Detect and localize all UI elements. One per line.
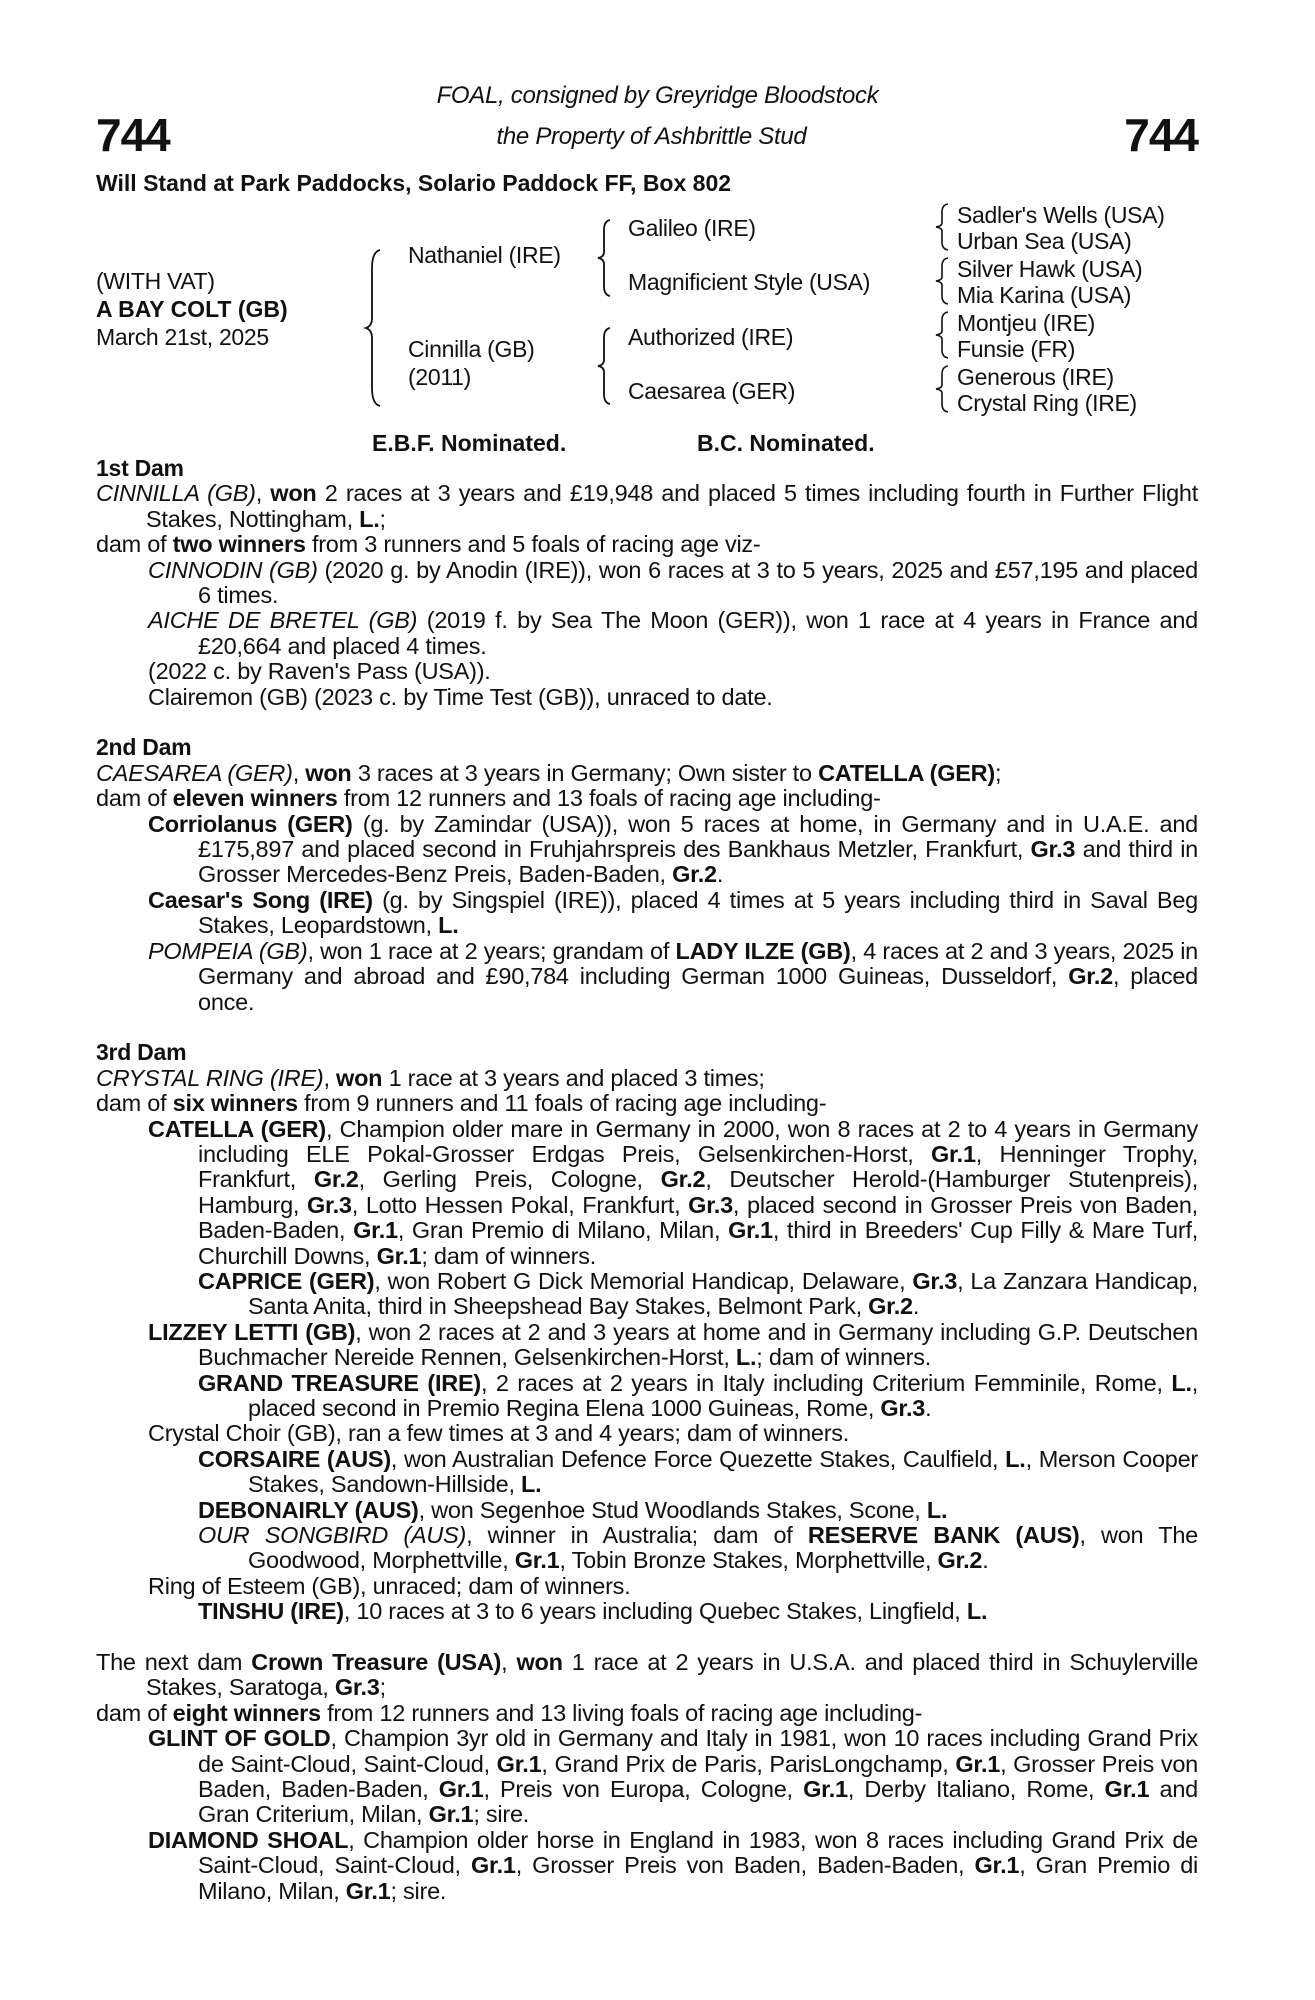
- bold-text: Gr.1: [974, 1852, 1020, 1879]
- bold-text: TINSHU (IRE): [198, 1598, 344, 1625]
- text: The next dam: [96, 1649, 252, 1676]
- section-heading: 3rd Dam: [96, 1039, 187, 1066]
- text: ;: [379, 505, 386, 532]
- bold-text: Gr.3: [334, 1674, 380, 1701]
- bold-text: CATELLA (GER): [818, 759, 995, 786]
- produce-record: [96, 1828, 1198, 1904]
- text: dam of: [96, 531, 173, 558]
- brace-g3-1: [936, 202, 950, 252]
- text: , third in Breeders' Cup Filly & Mare Turf, Churchill Downs,: [198, 1217, 1198, 1269]
- text: 3 races at 3 years in Germany; Own sister to: [351, 759, 819, 786]
- produce-record: [96, 812, 1198, 888]
- text: Crystal Choir (GB), ran a few times at 3 and 4 years; dam of winners.: [148, 1420, 850, 1447]
- produce-record: [96, 558, 1198, 609]
- bold-text: won: [336, 1064, 383, 1091]
- bold-text: L.: [359, 505, 380, 532]
- bold-text: L.: [1005, 1445, 1026, 1472]
- produce-record: [96, 1091, 1198, 1116]
- italic-text: CINNILLA (GB): [96, 480, 256, 507]
- brace-gen1: [366, 248, 382, 408]
- brace-sire: [598, 218, 612, 298]
- bold-text: Gr.1: [470, 1852, 516, 1879]
- italic-text: POMPEIA (GB): [148, 937, 308, 964]
- text: , won 2 races at 2 and 3 years at home and in Germany including G.P. Deutschen Buchmacher Nereide Rennen, Gelsenkirchen-Horst,: [198, 1318, 1198, 1371]
- ancestor-g3: Sadler's Wells (USA): [957, 202, 1165, 228]
- text: and third in Grosser Mercedes-Benz Preis, Baden-Baden,: [198, 836, 1198, 888]
- produce-record: [96, 1574, 1198, 1599]
- bold-text: Gr.1: [496, 1750, 542, 1777]
- bold-text: Gr.3: [912, 1267, 958, 1294]
- bold-text: Gr.2: [660, 1166, 706, 1193]
- section-heading: 1st Dam: [96, 455, 184, 481]
- granddam-paternal: Magnificient Style (USA): [628, 269, 871, 295]
- produce-record: [96, 939, 1198, 1015]
- bold-text: won: [305, 759, 352, 786]
- bold-text: Crown Treasure (USA): [251, 1649, 502, 1676]
- produce-record: [96, 685, 1198, 710]
- bc-nomination: B.C. Nominated.: [697, 430, 875, 456]
- property-line: the Property of Ashbrittle Stud: [496, 123, 807, 150]
- bold-text: DEBONAIRLY (AUS): [198, 1496, 419, 1523]
- text: ; dam of winners.: [756, 1344, 931, 1371]
- produce-record: [96, 1117, 1198, 1269]
- produce-record: [96, 1371, 1198, 1422]
- text: , Merson Cooper Stakes, Sandown-Hillside,: [248, 1445, 1198, 1498]
- text: , won Australian Defence Force Quezette Stakes, Caulfield,: [390, 1445, 1006, 1472]
- text: 1 race at 3 years and placed 3 times;: [382, 1064, 765, 1091]
- produce-record: [96, 761, 1198, 786]
- text: Clairemon (GB) (2023 c. by Time Test (GB)), unraced to date.: [148, 683, 773, 710]
- dam-section: [96, 735, 1198, 1014]
- text: ;: [994, 759, 1002, 786]
- ancestor-g3: Generous (IRE): [957, 364, 1114, 390]
- text: , Champion older mare in Germany in 2000, won 8 races at 2 to 4 years in Germany including ELE Pokal-Grosser Erdgas Preis, Gelsenkirchen-Horst,: [198, 1115, 1199, 1167]
- text: (2020 g. by Anodin (IRE)), won 6 races at 3 to 5 years, 2025 and £57,195 and placed 6 times.: [198, 556, 1198, 609]
- text: dam of: [96, 1090, 173, 1117]
- granddam-maternal: Caesarea (GER): [628, 378, 796, 404]
- bold-text: CATELLA (GER): [148, 1115, 326, 1142]
- lot-number-right: 744: [1124, 109, 1198, 161]
- dam-year: (2011): [408, 364, 471, 390]
- produce-record: [96, 1650, 1198, 1701]
- bold-text: GRAND TREASURE (IRE): [198, 1369, 481, 1396]
- text: , Lotto Hessen Pokal, Frankfurt,: [351, 1191, 689, 1218]
- bold-text: Corriolanus (GER): [148, 810, 353, 837]
- bold-text: Gr.3: [688, 1191, 733, 1218]
- bold-text: Gr.1: [1104, 1776, 1150, 1803]
- foaling-date: March 21st, 2025: [96, 324, 269, 350]
- ancestor-g3: Crystal Ring (IRE): [957, 390, 1137, 416]
- text: ,: [501, 1649, 517, 1676]
- bold-text: Gr.1: [931, 1140, 976, 1167]
- bold-text: Gr.1: [438, 1776, 484, 1803]
- produce-record: [96, 1447, 1198, 1498]
- text: , 2 races at 2 years in Italy including Criterium Femminile, Rome,: [480, 1369, 1172, 1396]
- bold-text: L.: [521, 1471, 542, 1498]
- text: 1 race at 2 years in U.S.A. and placed third in Schuylerville Stakes, Saratoga,: [146, 1649, 1199, 1701]
- bold-text: Gr.2: [868, 1293, 913, 1320]
- ancestor-g3: Funsie (FR): [957, 336, 1076, 362]
- bold-text: Gr.1: [728, 1217, 773, 1244]
- ebf-nomination: E.B.F. Nominated.: [372, 430, 567, 456]
- text: , Champion 3yr old in Germany and Italy in 1981, won 10 races including Grand Prix de Saint-Cloud, Saint-Cloud,: [198, 1725, 1198, 1777]
- text: , Deutscher Herold-(Hamburger Stutenpreis), Hamburg,: [198, 1166, 1198, 1218]
- ancestor-g3: Silver Hawk (USA): [957, 256, 1143, 282]
- text: dam of: [96, 1699, 173, 1726]
- text: ; sire.: [473, 1801, 530, 1828]
- lot-name: A BAY COLT (GB): [96, 296, 288, 322]
- bold-text: eleven winners: [172, 785, 338, 812]
- text: , won Segenhoe Stud Woodlands Stakes, Scone,: [418, 1496, 927, 1523]
- text: (g. by Zamindar (USA)), won 5 races at home, in Germany and in U.A.E. and £175,897 and placed second in Fruhjahrspreis des Bankhaus Metzler, Frankfurt,: [198, 810, 1198, 863]
- bold-text: six winners: [172, 1090, 298, 1117]
- stand-location: Will Stand at Park Paddocks, Solario Paddock FF, Box 802: [96, 170, 732, 196]
- produce-record: [96, 1523, 1198, 1574]
- produce-record: [96, 659, 1198, 684]
- pedigree-notes: [96, 456, 1198, 1930]
- text: , 10 races at 3 to 6 years including Quebec Stakes, Lingfield,: [343, 1598, 967, 1625]
- italic-text: CINNODIN (GB): [148, 556, 318, 583]
- text: , Preis von Europa, Cologne,: [483, 1776, 804, 1803]
- bold-text: L.: [735, 1344, 757, 1371]
- produce-record: [96, 786, 1198, 811]
- produce-record: [96, 481, 1198, 532]
- text: from 12 runners and 13 foals of racing age including-: [337, 785, 881, 812]
- bold-text: Gr.1: [514, 1547, 560, 1574]
- bold-text: Gr.1: [955, 1750, 1001, 1777]
- italic-text: CAESAREA (GER): [96, 759, 293, 786]
- bold-text: Gr.1: [353, 1217, 398, 1244]
- bold-text: L.: [966, 1598, 988, 1625]
- text: .: [912, 1293, 920, 1320]
- text: , placed second in Premio Regina Elena 1000 Guineas, Rome,: [248, 1369, 1199, 1421]
- bold-text: won: [516, 1649, 563, 1676]
- text: , 4 races at 2 and 3 years, 2025 in Germany and abroad and £90,784 including German 1000 Guineas, Dusseldorf,: [198, 937, 1198, 990]
- bold-text: GLINT OF GOLD: [148, 1725, 331, 1752]
- text: ; dam of winners.: [421, 1242, 597, 1269]
- produce-record: [96, 1320, 1198, 1371]
- text: , Grand Prix de Paris, ParisLongchamp,: [541, 1750, 956, 1777]
- bold-text: eight winners: [172, 1699, 321, 1726]
- text: , placed once.: [198, 963, 1199, 1015]
- italic-text: OUR SONGBIRD (AUS): [198, 1522, 467, 1549]
- text: , Gran Premio di Milano, Milan,: [397, 1217, 729, 1244]
- brace-g3-2: [936, 256, 950, 306]
- italic-text: AICHE DE BRETEL (GB): [148, 607, 418, 634]
- dam-section: [96, 456, 1198, 710]
- text: , won Robert G Dick Memorial Handicap, Delaware,: [374, 1267, 913, 1294]
- text: (2019 f. by Sea The Moon (GER)), won 1 race at 4 years in France and £20,664 and placed 4 times.: [198, 607, 1198, 659]
- text: from 12 runners and 13 living foals of racing age including-: [320, 1699, 923, 1726]
- bold-text: LADY ILZE (GB): [675, 937, 851, 964]
- text: , won The Goodwood, Morphettville,: [248, 1522, 1198, 1574]
- text: , Derby Italiano, Rome,: [847, 1776, 1105, 1803]
- ancestor-g3: Urban Sea (USA): [957, 228, 1132, 254]
- ancestor-g3: Montjeu (IRE): [957, 310, 1095, 336]
- bold-text: Caesar's Song (IRE): [148, 886, 373, 913]
- section-heading: 2nd Dam: [96, 734, 192, 761]
- bold-text: Gr.3: [880, 1395, 926, 1421]
- bold-text: Gr.3: [1030, 836, 1076, 863]
- bold-text: L.: [1171, 1369, 1192, 1396]
- text: and Gran Criterium, Milan,: [198, 1776, 1198, 1828]
- text: , Gran Premio di Milano, Milan,: [198, 1852, 1198, 1904]
- produce-record: [96, 532, 1198, 557]
- produce-record: [96, 1269, 1198, 1320]
- bold-text: Gr.2: [672, 861, 717, 888]
- text: dam of: [96, 785, 173, 812]
- text: .: [925, 1395, 932, 1421]
- vat-note: (WITH VAT): [96, 268, 215, 294]
- text: , won 1 race at 2 years; grandam of: [307, 937, 676, 964]
- dam: Cinnilla (GB): [408, 336, 535, 362]
- bold-text: RESERVE BANK (AUS): [807, 1522, 1080, 1549]
- text: , Grosser Preis von Baden, Baden-Baden,: [515, 1852, 975, 1879]
- bold-text: Gr.1: [428, 1801, 474, 1828]
- produce-record: [96, 1421, 1198, 1446]
- bold-text: DIAMOND SHOAL: [148, 1826, 349, 1853]
- bold-text: two winners: [172, 531, 306, 558]
- text: from 3 runners and 5 foals of racing age viz-: [305, 531, 761, 558]
- bold-text: LIZZEY LETTI (GB): [148, 1318, 356, 1345]
- bold-text: won: [270, 480, 317, 507]
- text: , La Zanzara Handicap, Santa Anita, third in Sheepshead Bay Stakes, Belmont Park,: [248, 1267, 1198, 1320]
- bold-text: CORSAIRE (AUS): [198, 1445, 391, 1472]
- text: ; sire.: [390, 1877, 447, 1904]
- text: from 9 runners and 11 foals of racing age including-: [297, 1090, 827, 1117]
- text: Ring of Esteem (GB), unraced; dam of winners.: [148, 1572, 631, 1599]
- consignor-line: FOAL, consigned by Greyridge Bloodstock: [436, 82, 879, 109]
- text: , Champion older horse in England in 1983, won 8 races including Grand Prix de Saint-Cloud, Saint-Cloud,: [198, 1826, 1199, 1879]
- text: .: [982, 1547, 989, 1574]
- bold-text: CAPRICE (GER): [198, 1267, 375, 1294]
- bold-text: L.: [926, 1496, 948, 1523]
- bold-text: Gr.2: [313, 1166, 359, 1193]
- text: ,: [323, 1064, 337, 1091]
- produce-record: [96, 608, 1198, 659]
- bold-text: Gr.1: [345, 1877, 391, 1904]
- brace-g3-4: [936, 364, 950, 414]
- text: ,: [255, 480, 271, 507]
- brace-dam: [598, 326, 612, 406]
- produce-record: [96, 1066, 1198, 1091]
- produce-record: [96, 1726, 1198, 1828]
- text: (2022 c. by Raven's Pass (USA)).: [148, 658, 491, 685]
- bold-text: Gr.1: [803, 1776, 848, 1803]
- text: ,: [292, 759, 306, 786]
- text: .: [716, 861, 724, 888]
- text: , winner in Australia; dam of: [466, 1522, 808, 1549]
- dam-section: [96, 1650, 1198, 1904]
- text: (g. by Singspiel (IRE)), placed 4 times at 5 years including third in Saval Beg Stakes, Leopardstown,: [198, 886, 1198, 939]
- text: , placed second in Grosser Preis von Baden, Baden-Baden,: [198, 1191, 1198, 1244]
- bold-text: L.: [438, 912, 459, 939]
- bold-text: Gr.2: [1068, 963, 1113, 990]
- produce-record: [96, 888, 1198, 939]
- text: , Grosser Preis von Baden, Baden-Baden,: [198, 1750, 1198, 1803]
- sire: Nathaniel (IRE): [408, 242, 561, 268]
- lot-number-left: 744: [96, 109, 170, 161]
- produce-record: [96, 1701, 1198, 1726]
- grandsire-paternal: Galileo (IRE): [628, 215, 756, 241]
- text: , Gerling Preis, Cologne,: [358, 1166, 661, 1193]
- text: , Tobin Bronze Stakes, Morphettville,: [559, 1547, 938, 1574]
- text: ;: [379, 1674, 386, 1701]
- italic-text: CRYSTAL RING (IRE): [96, 1064, 324, 1091]
- bold-text: Gr.3: [307, 1191, 352, 1218]
- bold-text: Gr.1: [376, 1242, 422, 1269]
- text: 2 races at 3 years and £19,948 and placed 5 times including fourth in Further Flight Stakes, Nottingham,: [146, 480, 1198, 532]
- produce-record: [96, 1498, 1198, 1523]
- dam-section: [96, 1040, 1198, 1624]
- bold-text: Gr.2: [937, 1547, 983, 1574]
- brace-g3-3: [936, 310, 950, 360]
- produce-record: [96, 1599, 1198, 1624]
- text: , Henninger Trophy, Frankfurt,: [198, 1140, 1198, 1193]
- ancestor-g3: Mia Karina (USA): [957, 282, 1132, 308]
- grandsire-maternal: Authorized (IRE): [628, 324, 794, 350]
